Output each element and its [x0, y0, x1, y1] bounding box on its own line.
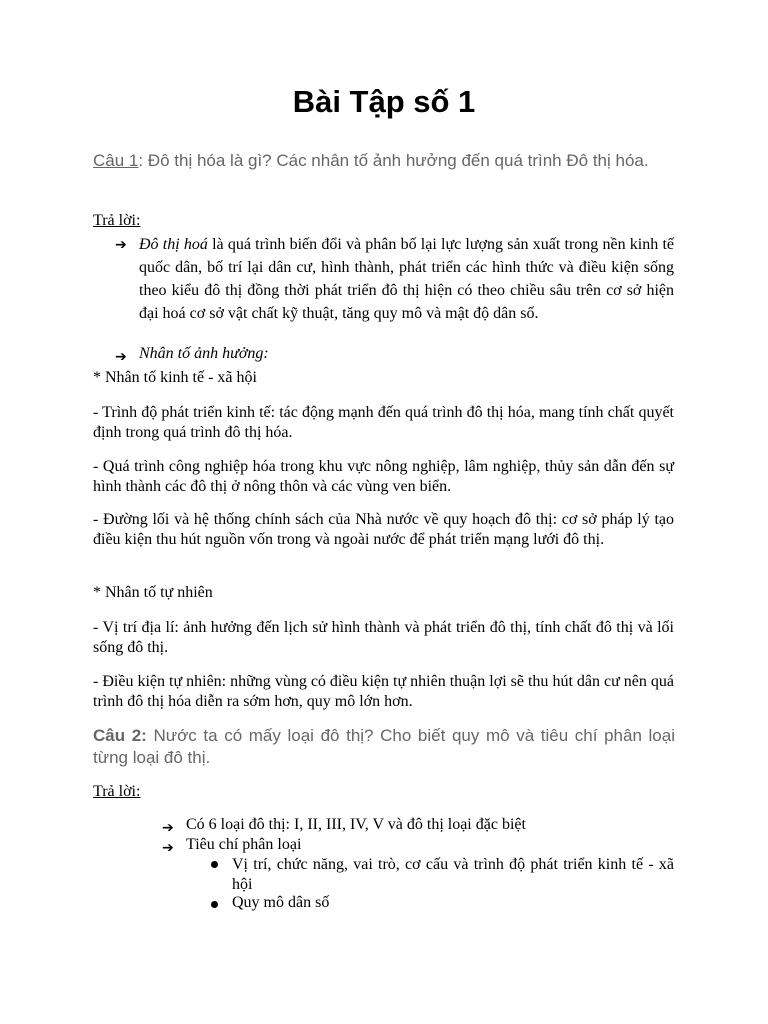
right-arrow-icon: ➔: [115, 237, 127, 253]
nature-item-1: - Vị trí địa lí: ảnh hưởng đến lịch sử hình thành và phát triển đô thị, tính chất đô thị và lối sống đô thị.: [93, 619, 674, 656]
question-2-label: Câu 2:: [93, 726, 147, 745]
page-title: Bài Tập số 1: [292, 84, 476, 119]
nature-item-2: - Điều kiện tự nhiên: những vùng có điều kiện tự nhiên thuận lợi sẽ thu hút dân cư nên quá trình đô thị hóa diễn ra sớm hơn, quy mô lớn hơn.: [93, 673, 674, 710]
nature-heading: * Nhân tố tự nhiên: [93, 584, 213, 601]
criteria-sub-2: Quy mô dân số: [232, 894, 330, 911]
question-2: [93, 725, 675, 769]
definition-text: là quá trình biến đổi và phân bố lại lực lượng sản xuất trong nền kinh tế quốc dân, bố trí lại dân cư, hình thành, phát triển các hình thức và điều kiện sống theo kiểu đô thị đồng thời phát triển đô thị hiện có theo chiều sâu trên cơ sở hiện đại hoá cơ sở vật chất kỹ thuật, tăng quy mô và mật độ dân số.: [139, 236, 675, 322]
question-1-text: : Đô thị hóa là gì? Các nhân tố ảnh hưởng đến quá trình Đô thị hóa.: [138, 151, 649, 170]
definition-paragraph: [139, 233, 674, 325]
right-arrow-icon: ➔: [115, 349, 127, 365]
question-2-text: Nước ta có mấy loại đô thị? Cho biết quy mô và tiêu chí phân loại từng loại đô thị.: [93, 726, 675, 767]
econ-item-3: - Đường lối và hệ thống chính sách của Nhà nước về quy hoạch đô thị: cơ sở pháp lý tạo điều kiện thu hút nguồn vốn trong và ngoài nước để phát triển mạng lưới đô thị.: [93, 511, 674, 548]
types-item: Có 6 loại đô thị: I, II, III, IV, V và đô thị loại đặc biệt: [186, 816, 526, 833]
econ-item-2: - Quá trình công nghiệp hóa trong khu vực nông nghiệp, lâm nghiệp, thủy sản dẫn đến sự hình thành các đô thị ở nông thôn và các vùng ven biển.: [93, 458, 674, 495]
definition-term: Đô thị hoá: [139, 236, 208, 253]
criteria-sub-1: Vị trí, chức năng, vai trò, cơ cấu và trình độ phát triển kinh tế - xã hội: [232, 856, 674, 893]
question-1: [93, 150, 675, 172]
question-1-label: Câu 1: [93, 151, 139, 170]
criteria-item: Tiêu chí phân loại: [186, 836, 302, 853]
econ-item-1: - Trình độ phát triển kinh tế: tác động mạnh đến quá trình đô thị hóa, mang tính chất quyết định trong quá trình đô thị hóa.: [93, 404, 674, 441]
econ-heading: * Nhân tố kinh tế - xã hội: [93, 369, 257, 386]
right-arrow-icon: ➔: [162, 840, 174, 856]
factors-label: Nhân tố ảnh hưởng:: [139, 345, 269, 362]
bullet-dot-icon: [211, 861, 218, 868]
right-arrow-icon: ➔: [162, 820, 174, 836]
answer-1-label: Trả lời:: [93, 212, 141, 229]
answer-2-label: Trả lời:: [93, 783, 141, 800]
bullet-dot-icon: [211, 901, 218, 908]
